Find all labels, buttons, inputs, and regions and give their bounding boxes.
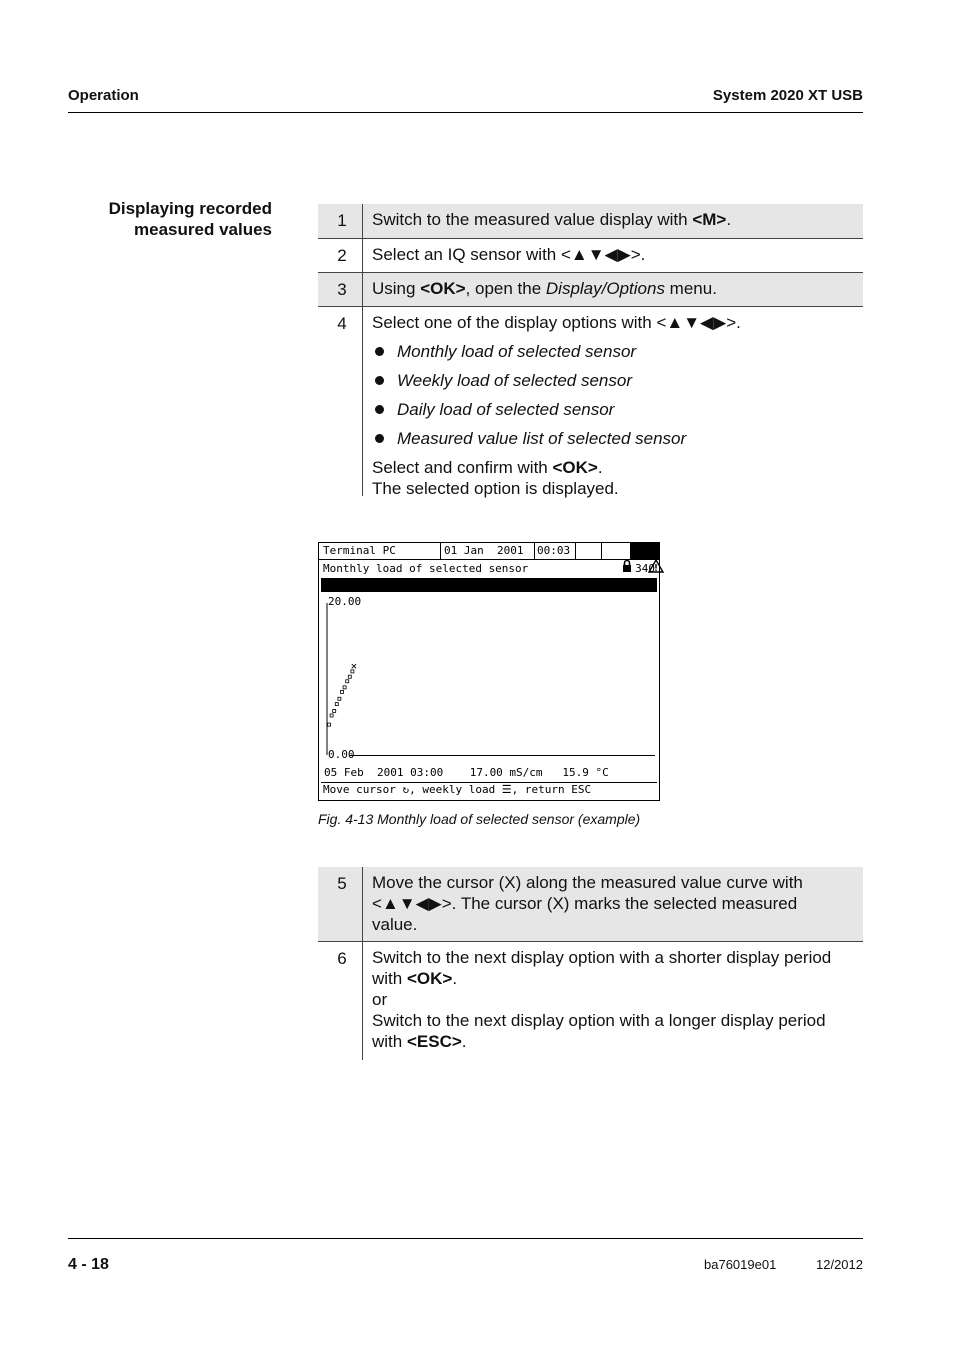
- step-text: Select one of the display options with <▲▼◀▶>. Monthly load of selected sensor Weekly load of selected sensor Daily load of selected sensor Measured value list of selected sensor Select and confirm with <OK>. The selected option is displayed.: [363, 307, 863, 496]
- data-point: [346, 680, 349, 683]
- lock-icon: [581, 543, 597, 559]
- step-row: [318, 239, 863, 273]
- warning-icon: [608, 543, 626, 559]
- info-icon: [631, 543, 659, 559]
- steps-table-b: [318, 867, 863, 1060]
- terminal-sensor-line[interactable]: S01 TetraCon700IQ 99190001 COND: [321, 578, 657, 592]
- step-text: Switch to the measured value display with <M>.: [372, 210, 732, 229]
- terminal-time: 00:03: [537, 544, 571, 557]
- arrow-keys-icon: ▲▼◀▶: [381, 894, 442, 913]
- bullet-icon: [375, 376, 384, 385]
- step-number: 6: [318, 942, 363, 1060]
- figure-caption: Fig. 4-13 Monthly load of selected sensor (example): [318, 811, 641, 827]
- data-point: [335, 703, 338, 706]
- y-axis-min-label: 0.00: [328, 748, 355, 761]
- data-point: [343, 686, 346, 689]
- terminal-menu-line: Monthly load of selected sensor 340: [323, 562, 655, 575]
- step-text: Select an IQ sensor with <▲▼◀▶>.: [372, 245, 646, 264]
- data-point: [333, 709, 336, 712]
- arrow-keys-icon: ▲▼◀▶: [570, 245, 631, 264]
- terminal-chart: [319, 595, 659, 763]
- step-row: [318, 942, 863, 1060]
- doc-date: 12/2012: [816, 1257, 863, 1272]
- step-number: 3: [318, 273, 363, 306]
- page-number: 4 - 18: [68, 1256, 109, 1273]
- step-row: [318, 307, 863, 496]
- step-number: 2: [318, 239, 363, 272]
- arrow-keys-icon: ▲▼◀▶: [666, 313, 727, 332]
- terminal-display: [318, 542, 660, 801]
- terminal-count: 340: [635, 562, 655, 575]
- step-text: Using <OK>, open the Display/Options menu.: [372, 279, 717, 298]
- step-text: Move the cursor (X) along the measured value curve with <▲▼◀▶>. The cursor (X) marks the selected measured value.: [372, 873, 803, 934]
- step-row: [318, 204, 863, 239]
- data-point: [328, 723, 331, 726]
- header-section: Operation: [68, 87, 139, 104]
- data-point: [341, 690, 344, 693]
- steps-table-a: [318, 204, 863, 496]
- list-item: Daily load of selected sensor: [372, 399, 855, 420]
- terminal-date: 01 Jan 2001: [444, 544, 524, 557]
- step-text: Switch to the next display option with a shorter display period with <OK>. or Switch to the next display option with a longer display period with <ESC>.: [372, 948, 832, 1051]
- header-title: System 2020 XT USB: [712, 87, 863, 104]
- y-axis-max-label: 20.00: [328, 595, 362, 608]
- step-row: [318, 867, 863, 942]
- header-rule: [68, 112, 863, 113]
- step-number: 4: [318, 307, 363, 496]
- step-number: 5: [318, 867, 363, 941]
- bullet-icon: [375, 347, 384, 356]
- data-point: [330, 714, 333, 717]
- step-row: [318, 273, 863, 307]
- doc-id: ba76019e01: [704, 1257, 777, 1272]
- terminal-readout: 05 Feb 2001 03:00 17.00 mS/cm 15.9 °C: [324, 766, 609, 779]
- list-item: Monthly load of selected sensor: [372, 341, 855, 362]
- section-title: Displaying recorded measured values: [108, 199, 272, 239]
- bullet-icon: [375, 434, 384, 443]
- data-point: [338, 697, 341, 700]
- footer-rule: [68, 1238, 863, 1239]
- bullet-icon: [375, 405, 384, 414]
- cursor-marker[interactable]: ×: [350, 659, 358, 673]
- list-item: Weekly load of selected sensor: [372, 370, 855, 391]
- data-point: [348, 675, 351, 678]
- terminal-status-bar: [319, 543, 659, 559]
- list-item: Measured value list of selected sensor: [372, 428, 855, 449]
- step-number: 1: [318, 204, 363, 238]
- terminal-help-line: Move cursor ↻, weekly load ☰, return ESC: [323, 783, 592, 796]
- terminal-title: Terminal PC: [323, 544, 396, 557]
